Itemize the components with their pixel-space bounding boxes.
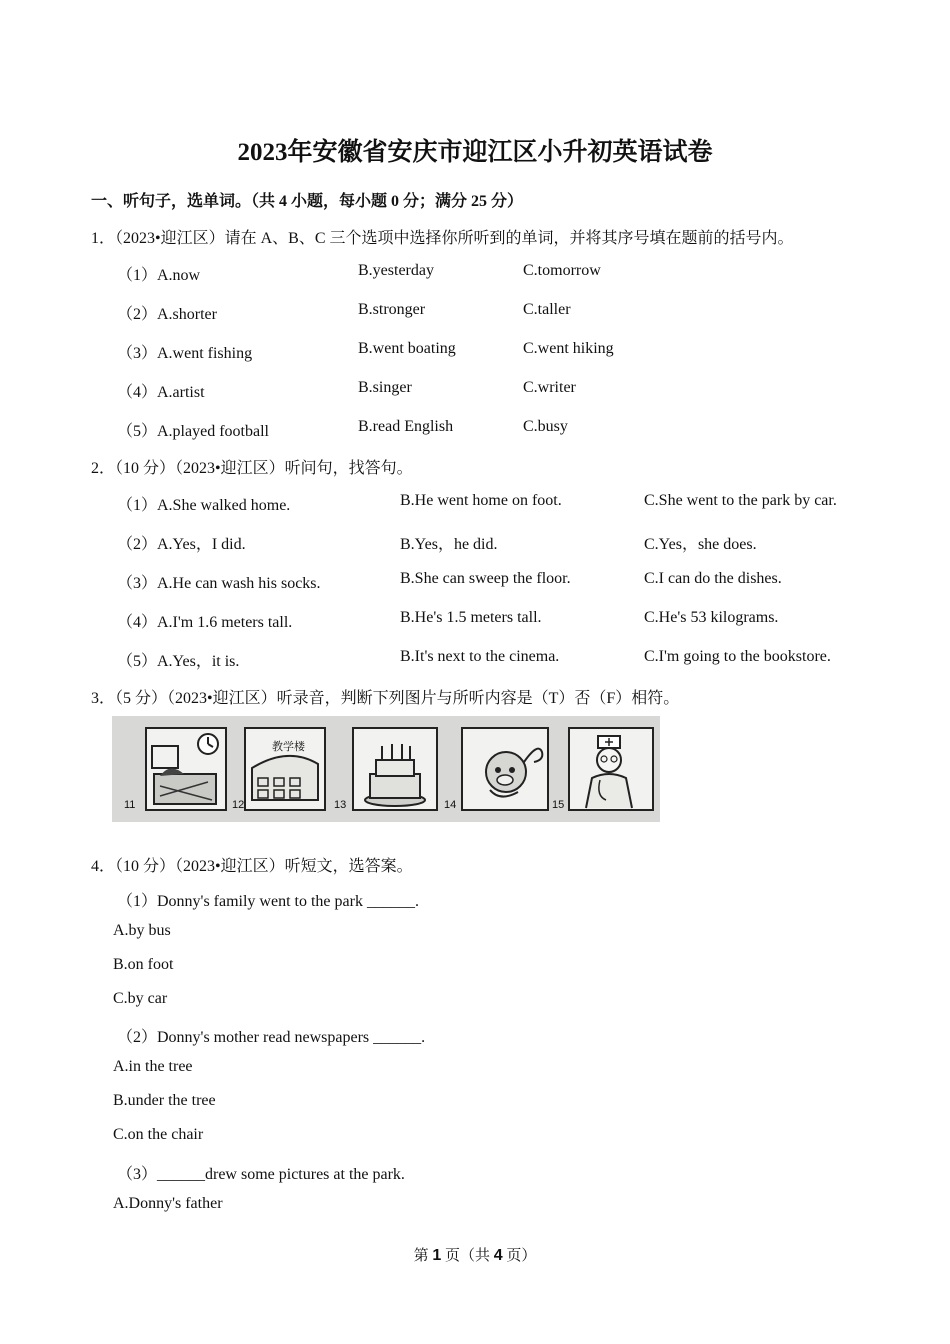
q2-item-3-option-b: B.She can sweep the floor. [400,570,571,587]
picture-13-birthday-cake-icon [353,728,437,810]
q2-item-4-option-c: C.He's 53 kilograms. [644,609,779,626]
footer-middle: 页（共 [441,1248,494,1264]
q1-item-5-option-c: C.busy [523,418,568,435]
q2-item-5-option-b: B.It's next to the cinema. [400,648,560,665]
q2-item-3-option-a: （3）A.He can wash his socks. [117,575,321,592]
q4-sub-1-option-c: C.by car [113,990,168,1007]
q1-item-4-option-a: （4）A.artist [117,384,205,401]
q1-item-2-option-b: B.stronger [358,301,426,318]
q1-item-1-option-b: B.yesterday [358,262,434,279]
footer-total-pages: 4 [493,1247,503,1264]
picture-11-bedroom-clock-icon [146,728,226,810]
picture-number-15: 15 [552,799,565,811]
picture-number-14: 14 [444,799,457,811]
q1-item-4-option-c: C.writer [523,379,576,396]
picture-strip [112,716,660,822]
question-3-stem: 3．（5 分）（2023•迎江区）听录音，判断下列图片与所听内容是（T）否（F）相符。 [91,690,680,707]
q2-item-5-option-a: （5）A.Yes，it is. [117,653,240,670]
q2-item-1-option-a: （1）A.She walked home. [117,497,291,514]
page-title: 2023年安徽省安庆市迎江区小升初英语试卷 [237,139,713,166]
q2-item-2-option-c: C.Yes，she does. [644,536,757,553]
section-heading: 一、听句子，选单词。（共 4 小题，每小题 0 分；满分 25 分） [91,193,524,210]
question-2-stem: 2．（10 分）（2023•迎江区）听问句，找答句。 [91,460,413,477]
q4-sub-question-1: （1）Donny's family went to the park ______. [117,893,419,910]
footer-prefix: 第 [413,1248,433,1264]
q2-item-1-option-b: B.He went home on foot. [400,492,562,509]
q2-item-2-option-a: （2）A.Yes，I did. [117,536,246,553]
q4-sub-2-option-b: B.under the tree [113,1092,216,1109]
q2-item-3-option-c: C.I can do the dishes. [644,570,782,587]
q4-sub-3-option-a: A.Donny's father [113,1195,223,1212]
question-4-stem: 4．（10 分）（2023•迎江区）听短文，选答案。 [91,858,413,875]
picture-14-monkey-icon [462,728,548,810]
picture-number-12: 12 [232,799,245,811]
q2-item-1-option-c: C.She went to the park by car. [644,492,837,509]
picture-number-11: 11 [124,799,136,811]
footer-page-number: 1 [432,1247,442,1264]
q1-item-5-option-b: B.read English [358,418,454,435]
picture-15-doctor-icon [569,728,653,810]
q2-item-5-option-c: C.I'm going to the bookstore. [644,648,831,665]
q4-sub-2-option-c: C.on the chair [113,1126,204,1143]
q2-item-4-option-b: B.He's 1.5 meters tall. [400,609,542,626]
q1-item-3-option-a: （3）A.went fishing [117,345,253,362]
q1-item-5-option-a: （5）A.played football [117,423,269,440]
question-1-stem: 1．（2023•迎江区）请在 A、B、C 三个选项中选择你所听到的单词，并将其序号填在题前的括号内。 [91,230,794,247]
q1-item-2-option-c: C.taller [523,301,571,318]
footer-suffix: 页） [502,1248,537,1264]
q4-sub-1-option-a: A.by bus [113,922,171,939]
q1-item-2-option-a: （2）A.shorter [117,306,217,323]
q1-item-4-option-b: B.singer [358,379,412,396]
picture-12-school-building-icon [245,728,325,810]
q4-sub-1-option-b: B.on foot [113,956,174,973]
q4-sub-2-option-a: A.in the tree [113,1058,193,1075]
q1-item-3-option-b: B.went boating [358,340,456,357]
q2-item-4-option-a: （4）A.I'm 1.6 meters tall. [117,614,293,631]
page-footer [0,1244,950,1265]
q1-item-1-option-c: C.tomorrow [523,262,601,279]
q1-item-1-option-a: （1）A.now [117,267,201,284]
q4-sub-question-2: （2）Donny's mother read newspapers ______. [117,1029,426,1046]
q1-item-3-option-c: C.went hiking [523,340,614,357]
picture-number-13: 13 [334,799,347,811]
q2-item-2-option-b: B.Yes，he did. [400,536,498,553]
picture-12-label: 教学楼 [272,740,305,753]
q4-sub-question-3: （3）______drew some pictures at the park. [117,1166,405,1183]
